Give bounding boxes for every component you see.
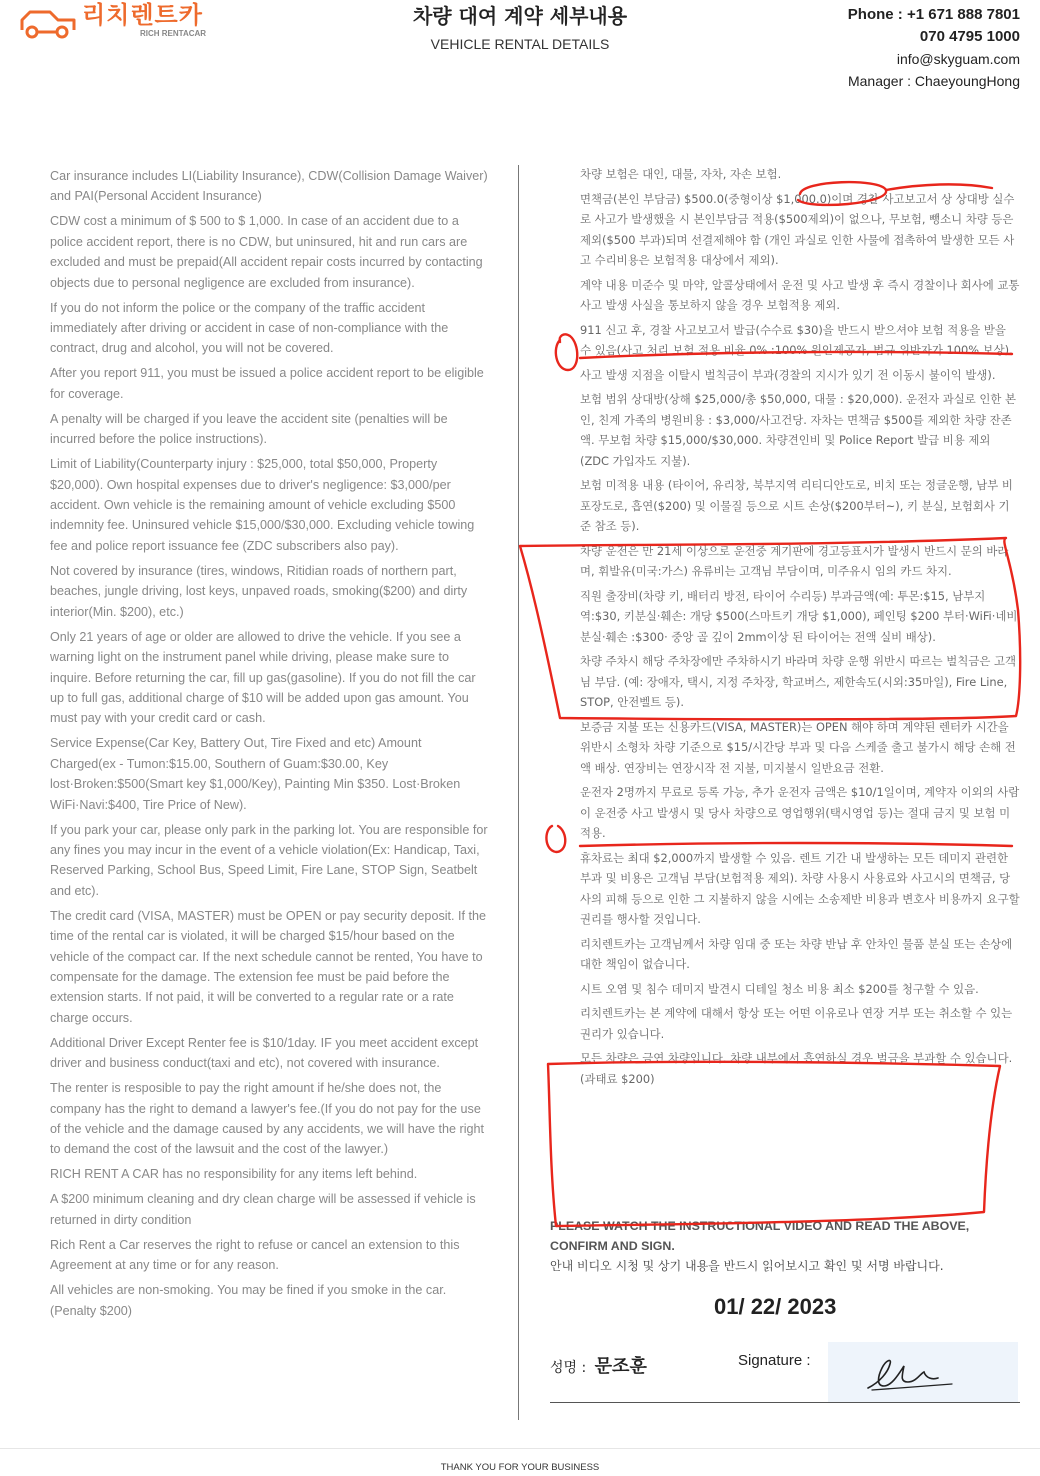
manager-name: Manager : ChaeyoungHong	[847, 73, 1020, 89]
phone-number-secondary: 070 4795 1000	[919, 28, 1020, 45]
term-ko-16: 리치렌트카는 본 계약에 대해서 항상 또는 어떤 이유로나 연장 거부 또는 취소할 수 있는 권리가 있습니다.	[580, 1006, 1013, 1041]
term-ko-11: 보증금 지불 또는 신용카드(VISA, MASTER)는 OPEN 해야 하며 계약된 렌터카 시간을 위반시 소형차 차량 기준으로 $15/시간당 부과 및 다음 스케줄 출고 불가시 해당 손해 전액 배상. 연장비는 연장시작 전 지불, 미지불시 일반요금 전환.	[580, 719, 1016, 775]
term-en-8: Only 21 years of age or older are allowed to drive the vehicle. If you see a warning light on the instrument panel while driving, please make sure to inquire. Before returning the car, fill up gas(gasoline). If you do not fill the car up to full gas, additional charge of $10 will be added upon gas amount. You must pay with your credit card or cash.	[50, 629, 476, 726]
circle-bullet-deposit-mark	[546, 826, 565, 852]
term-ko-7: 보험 미적용 내용 (타이어, 유리창, 북부지역 리티디안도로, 비치 또는 정글운행, 남부 비포장도로, 흡연($200) 및 이물질 등으로 시트 손상($200부터~), 키 분실, 보험회사 기준 참조 등).	[580, 478, 1013, 533]
name-label: 성명 :	[550, 1360, 587, 1376]
closing-line-1: PLEASE WATCH THE INSTRUCTIONAL VIDEO AND READ THE ABOVE,	[550, 1219, 970, 1233]
title-korean: 차량 대여 계약 세부내용	[412, 4, 628, 28]
column-divider	[518, 165, 519, 1420]
term-en-16: Rich Rent a Car reserves the right to refuse or cancel an extension to this Agreement at any time or for any reason.	[50, 1237, 460, 1273]
closing-korean: 안내 비디오 시청 및 상기 내용을 반드시 읽어보시고 확인 및 서명 바랍니다.	[550, 1259, 944, 1273]
signature-underline	[550, 1402, 1020, 1403]
contact-block	[848, 4, 1020, 92]
term-ko-15: 시트 오염 및 침수 데미지 발견시 디테일 청소 비용 최소 $200를 청구할 수 있음.	[580, 981, 979, 996]
footer-divider	[0, 1448, 1040, 1449]
term-en-7: Not covered by insurance (tires, windows, Ritidian roads of northern part, beaches, jungle driving, lost keys, unpaved roads, smoking($200) and dirty interior(Min. $200), etc.)	[50, 563, 468, 619]
term-en-3: If you do not inform the police or the company of the traffic accident immediately after driving or accident in case of non-compliance with the contract, drug and alcohol, you will not be covered.	[50, 300, 449, 356]
term-ko-14: 리치렌트카는 고객님께서 차량 임대 중 또는 차량 반납 후 안차인 물품 분실 또는 손상에 대한 책임이 없습니다.	[580, 936, 1013, 971]
term-en-6: Limit of Liability(Counterparty injury : $25,000, total $50,000, Property $20,000). Own hospital expenses due to driver's negligence: $3,000/per accident. Own vehicle is the remaining amount of vehicle excluding $500 indemnity fee. Uninsured vehicle $15,000/$30,000. Excluding vehicle towing fee and police report issuance fee (ZDC subscribers also pay).	[50, 457, 475, 553]
term-en-1: Car insurance includes LI(Liability Insurance), CDW(Collision Damage Waiver) and PAI(Personal Accident Insurance)	[50, 169, 488, 204]
term-ko-12: 운전자 2명까지 무료로 등록 가능, 추가 운전자 금액은 $10/1일이며, 계약자 이외의 사람이 운전중 사고 발생시 및 당사 차량으로 영업행위(택시영업 등)는 절대 금지 및 보험 미적용.	[580, 785, 1020, 840]
name-value: 문조훈	[594, 1356, 647, 1377]
title-english: VEHICLE RENTAL DETAILS	[430, 36, 610, 52]
signature-label: Signature :	[738, 1352, 811, 1369]
term-en-15: A $200 minimum cleaning and dry clean charge will be assessed if vehicle is returned in dirty condition	[50, 1192, 476, 1227]
closing-line-2: CONFIRM AND SIGN.	[550, 1239, 675, 1253]
signature-box[interactable]	[828, 1342, 1018, 1402]
document-header	[0, 0, 1040, 110]
circle-bullet-911-mark	[556, 334, 577, 370]
term-en-2: CDW cost a minimum of $ 500 to $ 1,000. In case of an accident due to a police accident report, there is no CDW, but uninsured, hit and run cars are excluded and must be prepaid(All accident repair costs incurred by contacting objects due to personal negligence are excluded from insurance).	[50, 214, 483, 290]
term-ko-17: 모든 차량은 금연 차량입니다. 차량 내부에서 흡연하실 경우 벌금을 부과할 수 있습니다. (과태료 $200)	[580, 1051, 1013, 1086]
term-en-17: All vehicles are non-smoking. You may be fined if you smoke in the car. (Penalty $200)	[50, 1283, 447, 1318]
signing-date: 01/ 22/ 2023	[714, 1294, 837, 1319]
name-field	[550, 1352, 647, 1378]
term-ko-13: 휴차료는 최대 $2,000까지 발생할 수 있음. 렌트 기간 내 발생하는 모든 데미지 관련한 부과 및 비용은 고객님 부담(보험적용 제외). 차량 사용시 사용료와 사고시의 면책금, 당사의 피해 등으로 인한 그 지불하지 않을 시에는 소송제반 비용과 변호사 비용까지 요구할 권리를 행사할 것입니다.	[580, 850, 1020, 926]
term-ko-5: 사고 발생 지점을 이탈시 벌칙금이 부과(경찰의 지시가 있기 전 이동시 불이익 발생).	[580, 367, 996, 382]
footer-text: THANK YOU FOR YOUR BUSINESS	[440, 1462, 600, 1473]
term-en-9: Service Expense(Car Key, Battery Out, Tire Fixed and etc) Amount Charged(ex - Tumon:$15.00, Southern of Guam:$30.00, Key lost·Broken:$500(Smart key $1,000/Key), Painting Min $350. Lost·Broken WiFi·Navi:$400, Tire Price of New).	[50, 736, 461, 812]
term-ko-6: 보험 범위 상대방(상해 $25,000/총 $50,000, 대물 : $20,000). 운전자 과실로 인한 본인, 친계 가족의 병원비용 : $3,000/사고건당. 자차는 면책금 $500를 제외한 차량 잔존액. 무보험 차량 $15,000/$30,000. 차량견인비 및 Police Report 발급 비용 제외 (ZDC 가입자도 지불).	[580, 392, 1017, 468]
handwritten-signature-icon	[828, 1342, 1018, 1402]
korean-terms	[580, 164, 1020, 1093]
term-ko-8: 차량 운전은 만 21세 이상으로 운전중 계기판에 경고등표시가 발생시 반드시 문의 바라며, 휘발유(미국:가스) 유류비는 고객님 부담이며, 미주유시 임의 카드 차지.	[580, 543, 1009, 578]
closing-instruction	[550, 1216, 1020, 1276]
document-title	[330, 2, 710, 52]
email-address: info@skyguam.com	[896, 51, 1020, 67]
term-ko-2: 면책금(본인 부담금) $500.0(중형이상 $1,000.0)이며 경찰 사고보고서 상 상대방 실수로 사고가 발생했을 시 본인부담금 적용($500제외)이 없으나, 무보험, 뺑소니 차량 등은 제외($500 부과)되며 선결제해야 함 (개인 과실로 인한 사물에 접촉하여 발생한 모든 사고 수리비용은 보험적용 대상에서 제외).	[580, 191, 1015, 267]
car-logo-icon	[18, 2, 80, 42]
term-en-13: The renter is resposible to pay the right amount if he/she does not, the company has the right to demand a lawyer's fee.(If you do not pay for the use of the vehicle and the damage caused by any accidents, we will have the right to demand the cost of the lawsuit and the cost of the lawyer.)	[50, 1081, 485, 1157]
term-en-5: A penalty will be charged if you leave the accident site (penalties will be incurred before the police instructions).	[50, 411, 448, 447]
term-ko-3: 계약 내용 미준수 및 마약, 알콜상태에서 운전 및 사고 발생 후 즉시 경찰이나 회사에 교통 사고 발생 사실을 통보하지 않을 경우 보험적용 제외.	[580, 277, 1020, 312]
term-ko-9: 직원 출장비(차량 키, 배터리 방전, 타이어 수리등) 부과금액(예: 투몬:$15, 남부지역:$30, 키분실·훼손: 개당 $500(스마트키 개당 $1,000), 페인팅 $200 부터·WiFi·네비 분실·훼손 :$300· 중앙 골 깊이 2mm이상 된 타이어는 전액 실비 배상).	[580, 588, 1018, 644]
term-ko-4: 911 신고 후, 경찰 사고보고서 발급(수수료 $30)을 반드시 받으셔야 보험 적용을 받을 수 있음(사고 처리 보험 적용 비율 0% :100% 원인제공자, 법규 위반자가 100% 보상).	[580, 322, 1013, 357]
english-terms	[50, 166, 490, 1326]
term-ko-10: 차량 주차시 해당 주차장에만 주차하시기 바라며 차량 운행 위반시 따르는 벌칙금은 고객님 부담. (예: 장애자, 택시, 지정 주차장, 학교버스, 제한속도(시외:35마일), Fire Line, STOP, 안전벨트 등).	[580, 654, 1016, 709]
company-logo	[18, 0, 228, 42]
term-en-14: RICH RENT A CAR has no responsibility for any items left behind.	[50, 1167, 418, 1182]
logo-english-text: RICH RENTACAR	[140, 29, 207, 38]
term-en-11: The credit card (VISA, MASTER) must be OPEN or pay security deposit. If the time of the rental car is violated, it will be charged $15/hour based on the vehicle of the compact car. If the next schedule cannot be rented, You have to compensate for the damage. The extension fee must be paid before the extension starts. If not paid, it will be converted to a regular rate or a rate charge occurs.	[50, 908, 487, 1025]
term-en-4: After you report 911, you must be issued a police accident report to be eligible for coverage.	[50, 366, 484, 401]
logo-korean-text: 리치렌트카	[82, 1, 203, 29]
phone-number: Phone : +1 671 888 7801	[847, 6, 1020, 23]
term-ko-1: 차량 보험은 대인, 대물, 자차, 자손 보험.	[580, 167, 782, 181]
term-en-10: If you park your car, please only park in the parking lot. You are responsible for any fines you may incur in the event of a vehicle violation(Ex: Handicap, Taxi, Reserved Parking, School Bus, Speed Limit, Fire Lane, STOP Sign, Seatbelt and etc).	[50, 822, 488, 898]
term-en-12: Additional Driver Except Renter fee is $10/1day. IF you meet accident except driver and business conduct(taxi and etc), not covered with insurance.	[50, 1035, 479, 1071]
